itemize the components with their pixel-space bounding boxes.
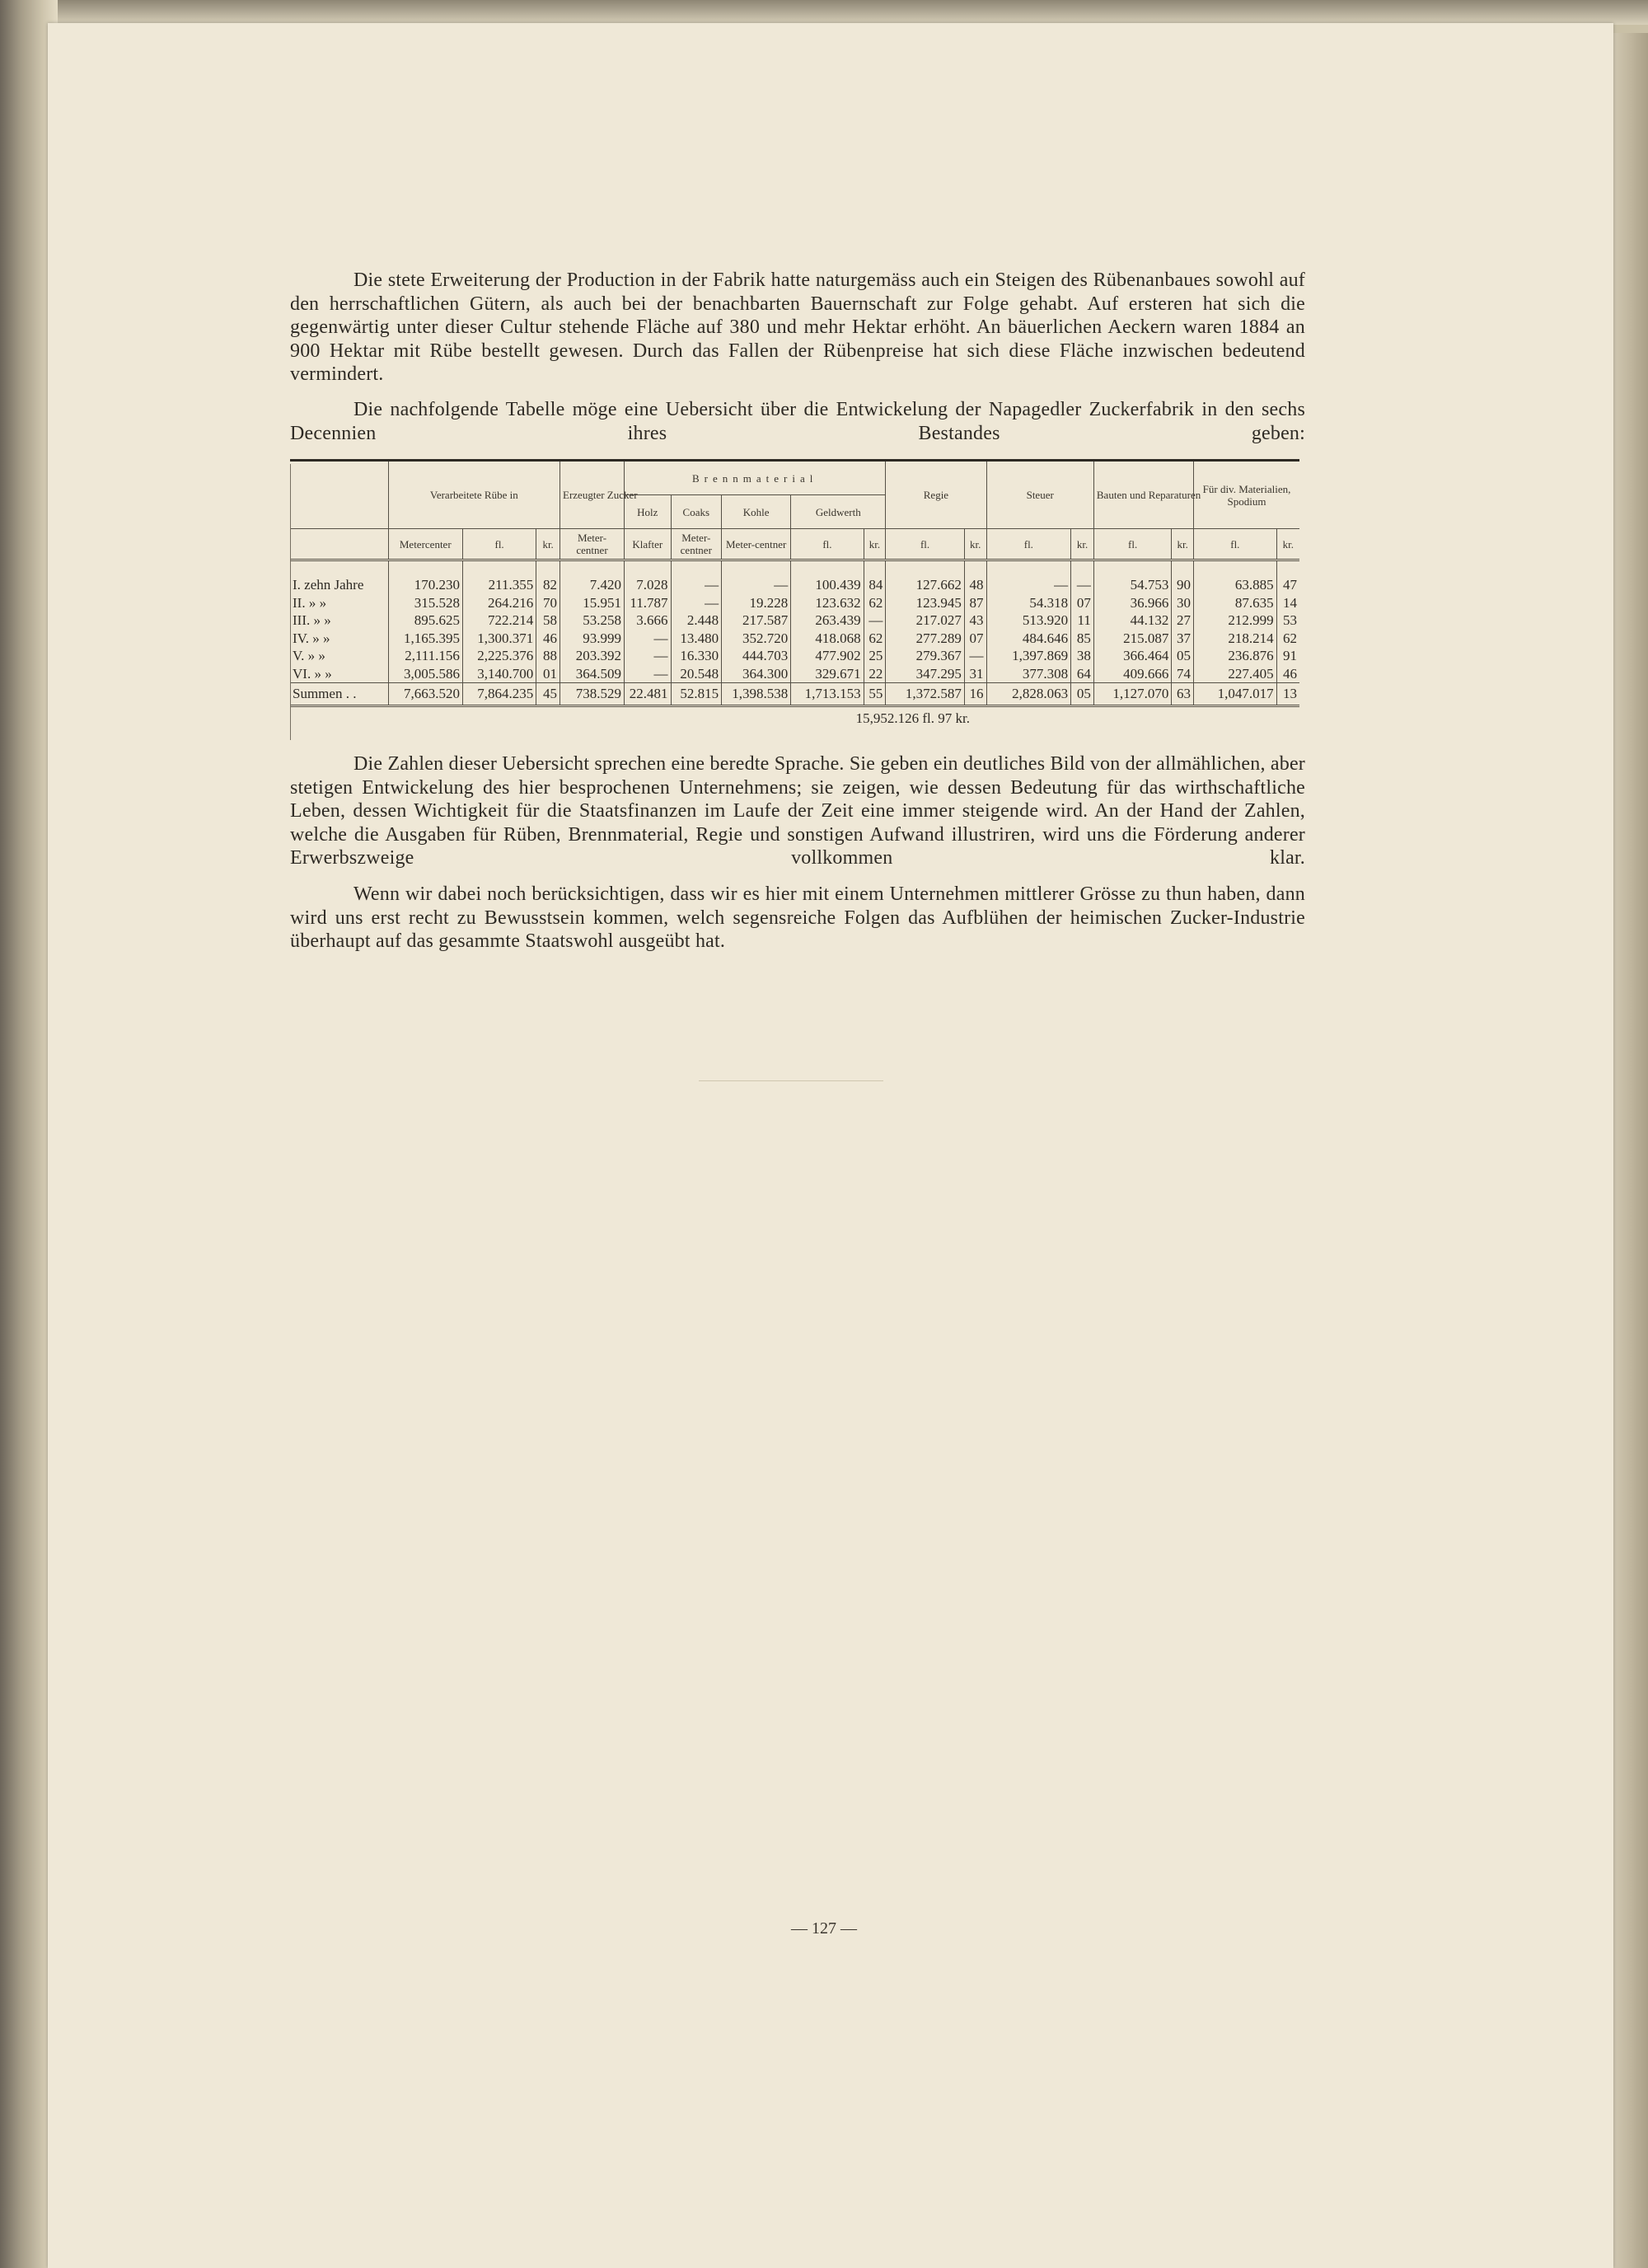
table-cell-mc: 1,165.395 — [388, 630, 462, 648]
table-cell-holz: — — [625, 630, 671, 648]
table-cell-mc: 3,005.586 — [388, 665, 462, 683]
page-number: — 127 — — [791, 1919, 857, 1938]
table-row — [290, 647, 1299, 665]
header-kohle: Kohle — [722, 495, 791, 529]
header-materialien: Für div. Materialien, Spodium — [1194, 462, 1299, 529]
table-cell-steuer-kr: 07 — [1071, 594, 1094, 612]
table-cell-steuer-fl: 1,397.869 — [986, 647, 1071, 665]
table-cell-regie-kr: — — [964, 647, 986, 665]
table-cell-kohle: 1,398.538 — [722, 683, 791, 706]
table-cell-mc: 170.230 — [388, 576, 462, 594]
table-cell-kohle: 364.300 — [722, 665, 791, 683]
table-row — [290, 594, 1299, 612]
table-body — [290, 576, 1299, 706]
paragraph-table-intro: Die nachfolgende Tabelle möge eine Uebersicht über die Entwickelung der Napagedler Zuckerfabrik in den sechs Decennien ihres Bestandes geben: — [290, 399, 1305, 444]
table-cell-zucker: 15.951 — [560, 594, 625, 612]
table-cell-kr: 58 — [536, 612, 560, 630]
table-cell-bauten-kr: 30 — [1172, 594, 1194, 612]
table-cell-mat-kr: 13 — [1276, 683, 1299, 706]
unit-steuer-fl: fl. — [986, 529, 1071, 560]
table-cell-regie-kr: 48 — [964, 576, 986, 594]
table-cell-coaks: 20.548 — [671, 665, 722, 683]
table-cell-regie-kr: 31 — [964, 665, 986, 683]
unit-regie-kr: kr. — [964, 529, 986, 560]
unit-materialien-kr: kr. — [1276, 529, 1299, 560]
table-cell-steuer-fl: 377.308 — [986, 665, 1071, 683]
table-cell-kohle: 217.587 — [722, 612, 791, 630]
unit-ruebe-fl: fl. — [462, 529, 536, 560]
table-cell-gw-fl: 418.068 — [791, 630, 864, 648]
table-cell-bauten-kr: 63 — [1172, 683, 1194, 706]
table-cell-regie-kr: 16 — [964, 683, 986, 706]
paragraph-rubenanbau: Die stete Erweiterung der Production in der Fabrik hatte naturgemäss auch ein Steigen des Rübenanbaues sowohl auf den herrschaftlichen Gütern, als auch bei der benachbarten Bauernschaft zur Folge gehabt. Auf ersteren hat sich die gegenwärtig unter dieser Cultur stehende Fläche auf 380 und mehr Hektar erhöht. An bäuerlichen Aeckern waren 1884 an 900 Hektar mit Rübe bestellt gewesen. Durch das Fallen der Rübenpreise hat sich diese Fläche inzwischen bedeutend vermindert. — [290, 269, 1305, 386]
table-cell-kr: 70 — [536, 594, 560, 612]
unit-zucker-metercentner: Meter-centner — [560, 529, 625, 560]
table-cell-regie-kr: 43 — [964, 612, 986, 630]
table-cell-fl: 3,140.700 — [462, 665, 536, 683]
table-cell-gw-kr: 25 — [864, 647, 886, 665]
unit-label-empty — [290, 529, 388, 560]
table-cell-coaks: 13.480 — [671, 630, 722, 648]
table-cell-mat-kr: 62 — [1276, 630, 1299, 648]
header-steuer: Steuer — [986, 462, 1093, 529]
table-cell-bauten-kr: 37 — [1172, 630, 1194, 648]
table-cell-gw-kr: 62 — [864, 594, 886, 612]
table-cell-zucker: 93.999 — [560, 630, 625, 648]
table-cell-mat-fl: 212.999 — [1194, 612, 1277, 630]
table-cell-mc: 2,111.156 — [388, 647, 462, 665]
table-cell-steuer-kr: 85 — [1071, 630, 1094, 648]
table-cell-mc: 895.625 — [388, 612, 462, 630]
table-cell-holz: — — [625, 665, 671, 683]
table-cell-kr: 46 — [536, 630, 560, 648]
table-cell-steuer-fl: 2,828.063 — [986, 683, 1071, 706]
table-cell-bauten-fl: 366.464 — [1093, 647, 1171, 665]
unit-materialien-fl: fl. — [1194, 529, 1277, 560]
table-cell-regie-kr: 87 — [964, 594, 986, 612]
table-cell-coaks: 16.330 — [671, 647, 722, 665]
table-cell-holz: 11.787 — [625, 594, 671, 612]
table-cell-steuer-fl: 484.646 — [986, 630, 1071, 648]
label-header-empty — [290, 462, 388, 529]
table-cell-gw-fl: 100.439 — [791, 576, 864, 594]
table-cell-steuer-fl: 513.920 — [986, 612, 1071, 630]
table-cell-mat-kr: 53 — [1276, 612, 1299, 630]
statistics-table-block — [290, 459, 1299, 727]
section-divider — [699, 1080, 883, 1081]
table-left-rule — [290, 464, 291, 740]
table-cell-mat-fl: 87.635 — [1194, 594, 1277, 612]
table-cell-bauten-fl: 36.966 — [1093, 594, 1171, 612]
table-cell-bauten-kr: 05 — [1172, 647, 1194, 665]
header-brennmaterial: Brennmaterial — [625, 462, 886, 495]
table-row — [290, 630, 1299, 648]
table-cell-steuer-kr: 05 — [1071, 683, 1094, 706]
table-cell-steuer-kr: 64 — [1071, 665, 1094, 683]
table-cell-zucker: 53.258 — [560, 612, 625, 630]
table-cell-kohle: — — [722, 576, 791, 594]
table-cell-gw-kr: — — [864, 612, 886, 630]
scan-top-edge — [0, 0, 1648, 25]
table-cell-steuer-kr: 38 — [1071, 647, 1094, 665]
table-cell-mat-kr: 47 — [1276, 576, 1299, 594]
table-cell-gw-fl: 263.439 — [791, 612, 864, 630]
table-cell-fl: 2,225.376 — [462, 647, 536, 665]
table-cell-gw-kr: 55 — [864, 683, 886, 706]
table-cell-mat-kr: 46 — [1276, 665, 1299, 683]
table-cell-regie-fl: 217.027 — [886, 612, 964, 630]
header-holz: Holz — [625, 495, 671, 529]
header-geldwerth: Geldwerth — [791, 495, 886, 529]
table-cell-bauten-kr: 74 — [1172, 665, 1194, 683]
unit-coaks-metercentner: Meter-centner — [671, 529, 722, 560]
table-cell-label: Summen . . — [290, 683, 388, 706]
table-cell-holz: 22.481 — [625, 683, 671, 706]
table-cell-bauten-fl: 44.132 — [1093, 612, 1171, 630]
table-cell-mat-fl: 63.885 — [1194, 576, 1277, 594]
table-cell-fl: 722.214 — [462, 612, 536, 630]
table-cell-regie-fl: 279.367 — [886, 647, 964, 665]
header-ruebe: Verarbeitete Rübe in — [388, 462, 559, 529]
table-cell-mat-fl: 218.214 — [1194, 630, 1277, 648]
table-cell-label: I. zehn Jahre — [293, 577, 364, 593]
unit-steuer-kr: kr. — [1071, 529, 1094, 560]
unit-klafter: Klafter — [625, 529, 671, 560]
table-cell-bauten-kr: 27 — [1172, 612, 1194, 630]
unit-bauten-kr: kr. — [1172, 529, 1194, 560]
header-regie: Regie — [886, 462, 986, 529]
unit-ruebe-kr: kr. — [536, 529, 560, 560]
unit-bauten-fl: fl. — [1093, 529, 1171, 560]
table-cell-bauten-fl: 54.753 — [1093, 576, 1171, 594]
table-cell-gw-kr: 84 — [864, 576, 886, 594]
table-cell-holz: 3.666 — [625, 612, 671, 630]
table-cell-kr: 01 — [536, 665, 560, 683]
table-cell-mat-fl: 236.876 — [1194, 647, 1277, 665]
header-coaks: Coaks — [671, 495, 722, 529]
table-cell-kohle: 444.703 — [722, 647, 791, 665]
table-cell-regie-fl: 347.295 — [886, 665, 964, 683]
table-cell-mat-kr: 91 — [1276, 647, 1299, 665]
table-cell-mc: 315.528 — [388, 594, 462, 612]
table-cell-steuer-kr: — — [1071, 576, 1094, 594]
table-cell-coaks: — — [671, 594, 722, 612]
table-cell-steuer-fl: — — [986, 576, 1071, 594]
table-cell-gw-fl: 329.671 — [791, 665, 864, 683]
table-cell-regie-fl: 127.662 — [886, 576, 964, 594]
table-cell-bauten-fl: 215.087 — [1093, 630, 1171, 648]
table-cell-zucker: 364.509 — [560, 665, 625, 683]
table-cell-zucker: 203.392 — [560, 647, 625, 665]
table-row — [290, 665, 1299, 683]
table-cell-coaks: 2.448 — [671, 612, 722, 630]
table-cell-kr: 45 — [536, 683, 560, 706]
table-cell-mc: 7,663.520 — [388, 683, 462, 706]
table-cell-bauten-fl: 409.666 — [1093, 665, 1171, 683]
paragraph-schluss: Wenn wir dabei noch berücksichtigen, dass wir es hier mit einem Unternehmen mittlerer Grösse zu thun haben, dann wird uns erst recht zu Bewusstsein kommen, welch segensreiche Folgen das Aufblühen der heimischen Zucker-Industrie überhaupt auf das gesammte Staatswohl ausgeübt hat. — [290, 883, 1305, 953]
table-row — [290, 612, 1299, 630]
table-cell-label: V. » » — [293, 648, 325, 663]
table-cell-mat-fl: 1,047.017 — [1194, 683, 1277, 706]
table-cell-kr: 82 — [536, 576, 560, 594]
table-cell-mat-kr: 14 — [1276, 594, 1299, 612]
header-bauten: Bauten und Reparaturen — [1093, 462, 1193, 529]
table-cell-zucker: 738.529 — [560, 683, 625, 706]
table-cell-gw-kr: 62 — [864, 630, 886, 648]
table-cell-label: VI. » » — [293, 665, 332, 682]
table-cell-fl: 7,864.235 — [462, 683, 536, 706]
table-cell-bauten-kr: 90 — [1172, 576, 1194, 594]
unit-kohle-metercentner: Meter-centner — [722, 529, 791, 560]
table-cell-gw-fl: 1,713.153 — [791, 683, 864, 706]
table-cell-zucker: 7.420 — [560, 576, 625, 594]
paragraph-zahlen: Die Zahlen dieser Uebersicht sprechen eine beredte Sprache. Sie geben ein deutliches Bild von der allmählichen, aber stetigen Entwickelung des hier besprochenen Unternehmens; sie zeigen, wie dessen Bedeutung für das wirthschaftliche Leben, dessen Wichtigkeit für die Staatsfinanzen im Laufe der Zeit eine immer steigende wird. An der Hand der Zahlen, welche die Ausgaben für Rüben, Brennmaterial, Regie und sonstigen Aufwand illustriren, wird uns die Förderung anderer Erwerbszweige vollkommen klar. — [290, 753, 1305, 869]
table-cell-mat-fl: 227.405 — [1194, 665, 1277, 683]
table-cell-regie-fl: 277.289 — [886, 630, 964, 648]
statistics-table — [290, 462, 1299, 707]
grand-total: 15,952.126 fl. 97 kr. — [855, 710, 970, 726]
table-cell-steuer-kr: 11 — [1071, 612, 1094, 630]
table-cell-kr: 88 — [536, 647, 560, 665]
table-cell-fl: 211.355 — [462, 576, 536, 594]
table-cell-steuer-fl: 54.318 — [986, 594, 1071, 612]
table-cell-gw-kr: 22 — [864, 665, 886, 683]
table-cell-holz: 7.028 — [625, 576, 671, 594]
unit-metercenter: Metercenter — [388, 529, 462, 560]
table-row-summen — [290, 683, 1299, 706]
unit-geldwerth-kr: kr. — [864, 529, 886, 560]
table-cell-label: IV. » » — [293, 630, 330, 646]
table-cell-regie-kr: 07 — [964, 630, 986, 648]
table-cell-regie-fl: 1,372.587 — [886, 683, 964, 706]
header-zucker: Erzeugter Zucker — [560, 462, 625, 529]
table-cell-coaks: 52.815 — [671, 683, 722, 706]
table-cell-kohle: 19.228 — [722, 594, 791, 612]
table-cell-label: II. » » — [293, 594, 327, 611]
table-cell-label: III. » » — [293, 612, 331, 628]
table-cell-regie-fl: 123.945 — [886, 594, 964, 612]
unit-regie-fl: fl. — [886, 529, 964, 560]
table-cell-gw-fl: 477.902 — [791, 647, 864, 665]
table-cell-coaks: — — [671, 576, 722, 594]
table-cell-fl: 1,300.371 — [462, 630, 536, 648]
table-cell-fl: 264.216 — [462, 594, 536, 612]
table-cell-holz: — — [625, 647, 671, 665]
table-cell-kohle: 352.720 — [722, 630, 791, 648]
table-row — [290, 576, 1299, 594]
unit-geldwerth-fl: fl. — [791, 529, 864, 560]
table-cell-gw-fl: 123.632 — [791, 594, 864, 612]
table-cell-bauten-fl: 1,127.070 — [1093, 683, 1171, 706]
table-gap-row — [290, 560, 1299, 577]
